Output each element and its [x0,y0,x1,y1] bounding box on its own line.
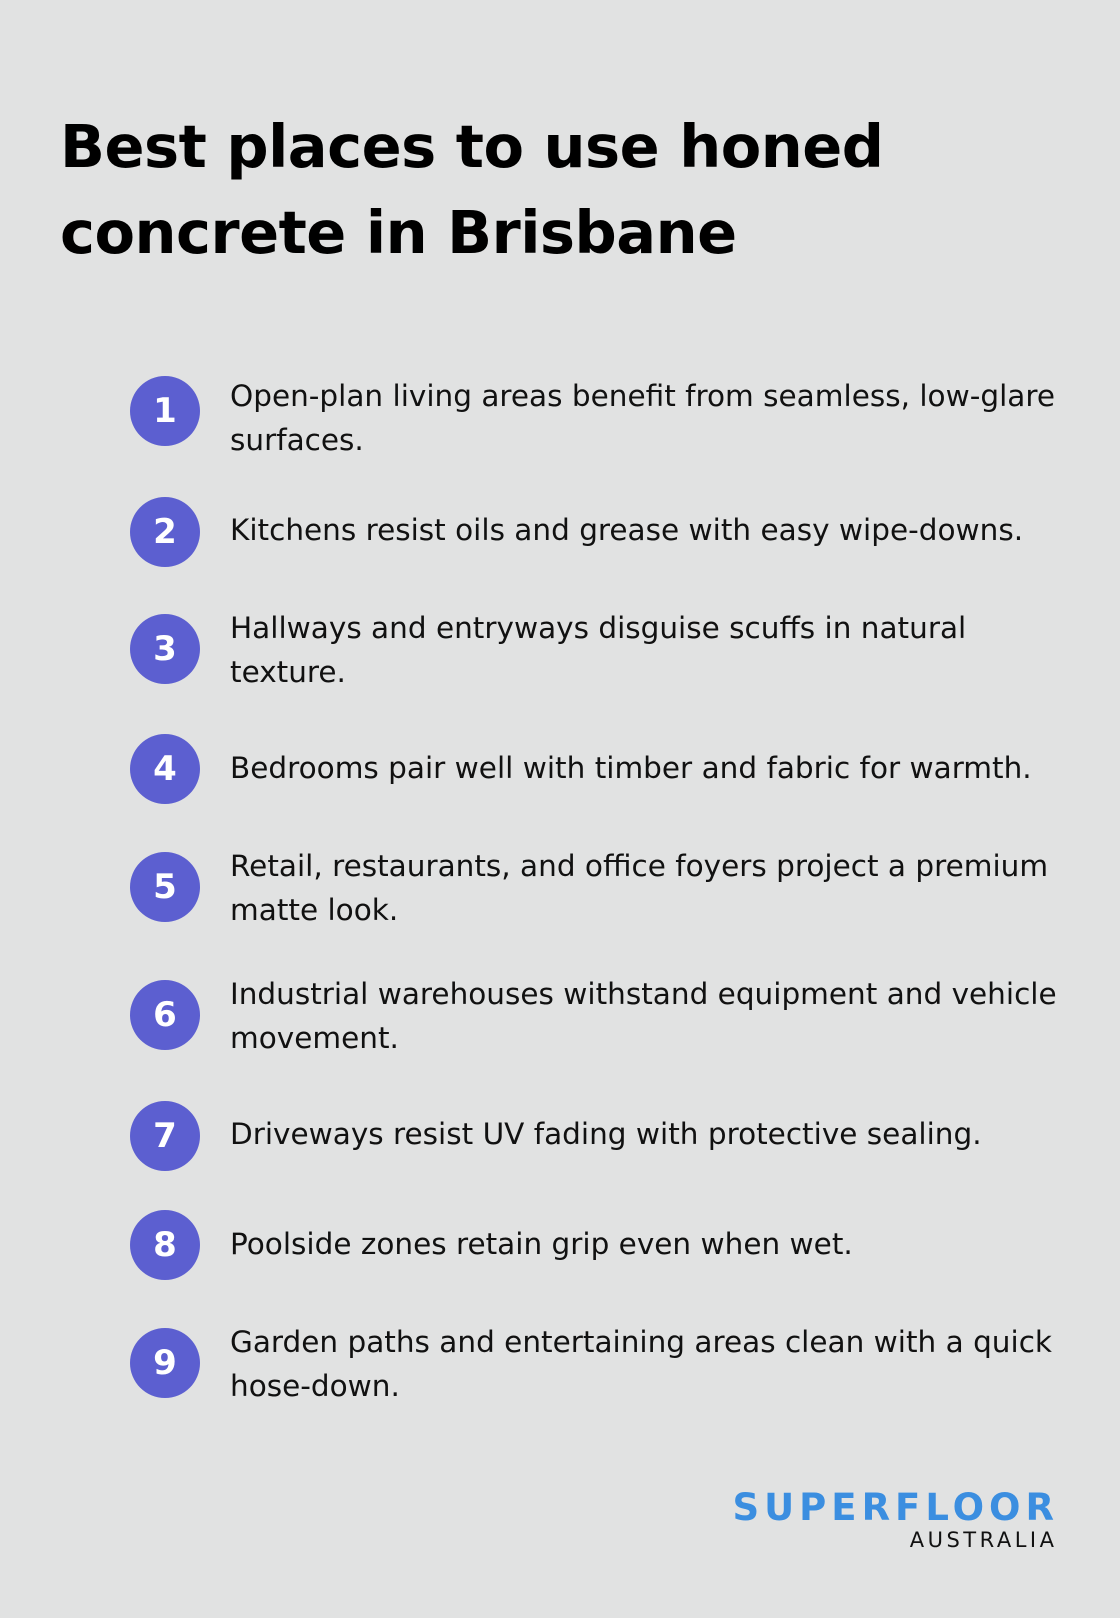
list-item-text: Kitchens resist oils and grease with easy wipe-downs. [230,513,1024,547]
number-badge: 6 [130,980,200,1050]
list-item-text: Hallways and entryways disguise scuffs in natural texture. [230,611,967,689]
list-item-text: Garden paths and entertaining areas clean with a quick hose-down. [230,1325,1052,1403]
brand-logo-name: SUPERFLOOR [732,1486,1059,1529]
list-item-text: Industrial warehouses withstand equipment and vehicle movement. [230,977,1057,1055]
number-badge: 2 [130,497,200,567]
number-badge: 7 [130,1101,200,1171]
brand-logo-region: AUSTRALIA [909,1528,1058,1552]
number-badge: 8 [130,1210,200,1280]
brand-logo [732,1486,1059,1552]
list-item-text: Driveways resist UV fading with protective sealing. [230,1117,982,1151]
list-item-text: Open-plan living areas benefit from seamless, low-glare surfaces. [230,379,1055,457]
list-item-text: Bedrooms pair well with timber and fabric for warmth. [230,751,1032,785]
number-badge: 5 [130,852,200,922]
number-badge: 1 [130,376,200,446]
number-badge: 9 [130,1328,200,1398]
list-item-text: Retail, restaurants, and office foyers project a premium matte look. [230,849,1049,927]
number-badge: 3 [130,614,200,684]
list-item-text: Poolside zones retain grip even when wet. [230,1227,853,1261]
page-title: Best places to use honed concrete in Brisbane [60,112,884,267]
number-badge: 4 [130,734,200,804]
